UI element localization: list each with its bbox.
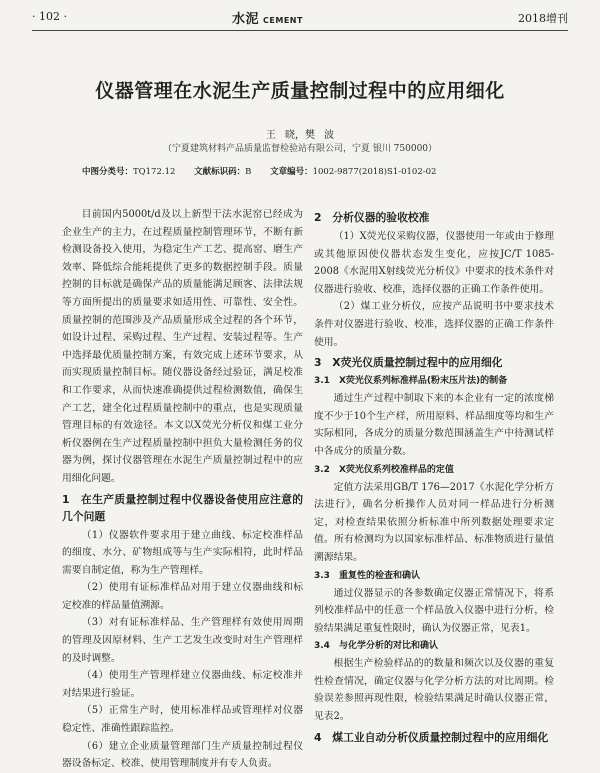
section-2-item-2: （2）煤工业分析仪，应按产品说明书中要求技术条件对仪器进行验收、校准，选择仪器的正确工作条件使用。: [314, 301, 554, 348]
section-3-heading: 3 X荧光仪质量控制过程中的应用细化: [314, 356, 503, 370]
journal-logo-en: CEMENT: [263, 16, 303, 25]
section-2-item-1: （1）X荧光仪采购仪器，仪器使用一年或由于修理或其他原因使仪器状态发生变化，应按JC/T 1085-2008《水泥用X射线荧光分析仪》中要求的技术条件对仪器进行验收、校准，选择仪器的正确工作条件使用。: [314, 231, 554, 295]
right-column: [314, 206, 554, 748]
section-2-heading: 2 分析仪器的验收校准: [314, 211, 430, 224]
section-1-item-4: （4）使用生产管理样建立仪器曲线、标定校准并对结果进行验证。: [62, 670, 303, 699]
section-3-1-paragraph: 通过生产过程中制取下来的本企业有一定的浓度梯度不少于10个生产样，所用原料、样品细度等均和生产实际相同，各成分的质量分数范围涵盖生产中待测试样中各成分的质量分数。: [314, 393, 554, 457]
section-1-item-2: （2）使用有证标准样品对用于建立仪器曲线和标定校准的样品量值溯源。: [62, 582, 303, 611]
doc-code-value: B: [245, 167, 252, 177]
section-1-heading: 1 在生产质量控制过程中仪器设备使用应注意的几个问题: [62, 492, 303, 523]
article-title: 仪器管理在水泥生产质量控制过程中的应用细化: [95, 80, 505, 102]
section-1-item-3: （3）对有证标准样品、生产管理样有效使用周期的管理及因原材料、生产工艺发生改变时对生产管理样的及时调整。: [62, 617, 303, 664]
article-no-value: 1002-9877(2018)S1-0102-02: [312, 167, 437, 177]
section-3-3-heading: 3.3 重复性的检查和确认: [314, 570, 420, 581]
section-3-3-paragraph: 通过仪器显示的各参数确定仪器正常情况下，将系列校准样品中的任意一个样品放入仪器中进行分析，检验结果满足重复性限时，确认为仪器正常，见表1。: [314, 587, 554, 634]
clc-label: 中图分类号：: [82, 167, 134, 177]
section-1-item-1: （1）仪器软件要求用于建立曲线、标定校准样品的细度、水分、矿物组成等与生产实际相符，此时样品需要自制定值，称为生产管理样。: [62, 529, 303, 576]
section-3-2-heading: 3.2 X荧光仪系列校准样品的定值: [314, 464, 454, 475]
section-1-item-6: （6）建立企业质量管理部门生产质量控制过程仪器设备标定、校准、使用管理制度并有专人负责。: [62, 740, 303, 770]
header-rule: [32, 30, 568, 31]
section-1-item-5: （5）正常生产时，使用标准样品或管理样对仪器稳定性、准确性跟踪监控。: [62, 705, 303, 735]
doc-code-label: 文献标识码：: [194, 167, 246, 177]
journal-logo-text: 水泥: [232, 12, 260, 27]
intro-paragraph: 目前国内5000t/d及以上新型干法水泥窑已经成为企业生产的主力，在过程质量控制管理环节，不断有新检测设备投入使用，为稳定生产工艺、提高窑、磨生产效率、降低综合能耗提供了更多的数据控制手段。质量控制的目标就是确保产品的质量能满足顾客、法律法规等方面所提出的质量要求如适用性、可靠性、安全性。质量控制的范围涉及产品质量形成全过程的各个环节，如设计过程、采购过程、生产过程、安装过程等。生产中选择最优质量控制方案，有效完成上述环节要求，从而实现质量控制目标。随仪器设备经过验证，满足校准和工作要求，从而快速准确提供过程检测数值，确保生产工艺，建全化过程质量控制中的重点，也是实现质量管理目标的有效途径。本文以X荧光分析仪和煤工业分析仪器例在生产过程质量控制中担负大量检测任务的仪器为例，探讨仪器管理在水泥生产质量控制过程中的应用细化问题。: [62, 209, 303, 484]
section-3-4-heading: 3.4 与化学分析的对比和确认: [314, 641, 438, 652]
affiliation: （宁夏建筑材料产品质量监督检验站有限公司，宁夏 银川 750000）: [162, 144, 438, 154]
authors: 王 晓，樊 波: [265, 130, 335, 141]
clc-value: TQ172.12: [133, 167, 176, 177]
section-3-2-paragraph: 定值方法采用GB/T 176—2017《水泥化学分析方法进行》，确名分析操作人员对同一样品进行分析测定，对检查结果依照分析标准中所列数据处理要求定值。所有检测均为以国家标准样品、标准物质进行量值溯源结果。: [314, 481, 554, 563]
classification-line: [82, 165, 542, 177]
journal-logo: [232, 8, 303, 27]
page-header: [32, 8, 568, 28]
page-number: · 102 ·: [32, 10, 67, 23]
issue-label: 2018增刊: [518, 12, 568, 25]
left-column: [62, 206, 303, 773]
section-4-heading: 4 煤工业自动分析仪质量控制过程中的应用细化: [314, 730, 549, 744]
section-3-1-heading: 3.1 X荧光仪系列标准样品(粉末压片法)的制备: [314, 376, 508, 387]
article-no-label: 文章编号：: [270, 167, 313, 177]
section-3-4-paragraph: 根据生产检验样品的的数量和频次以及仪器的重复性检查情况，确定仪器与化学分析方法的对比周期。检验误差参照再现性限，检验结果满足时确认仪器正常，见表2。: [314, 658, 554, 723]
